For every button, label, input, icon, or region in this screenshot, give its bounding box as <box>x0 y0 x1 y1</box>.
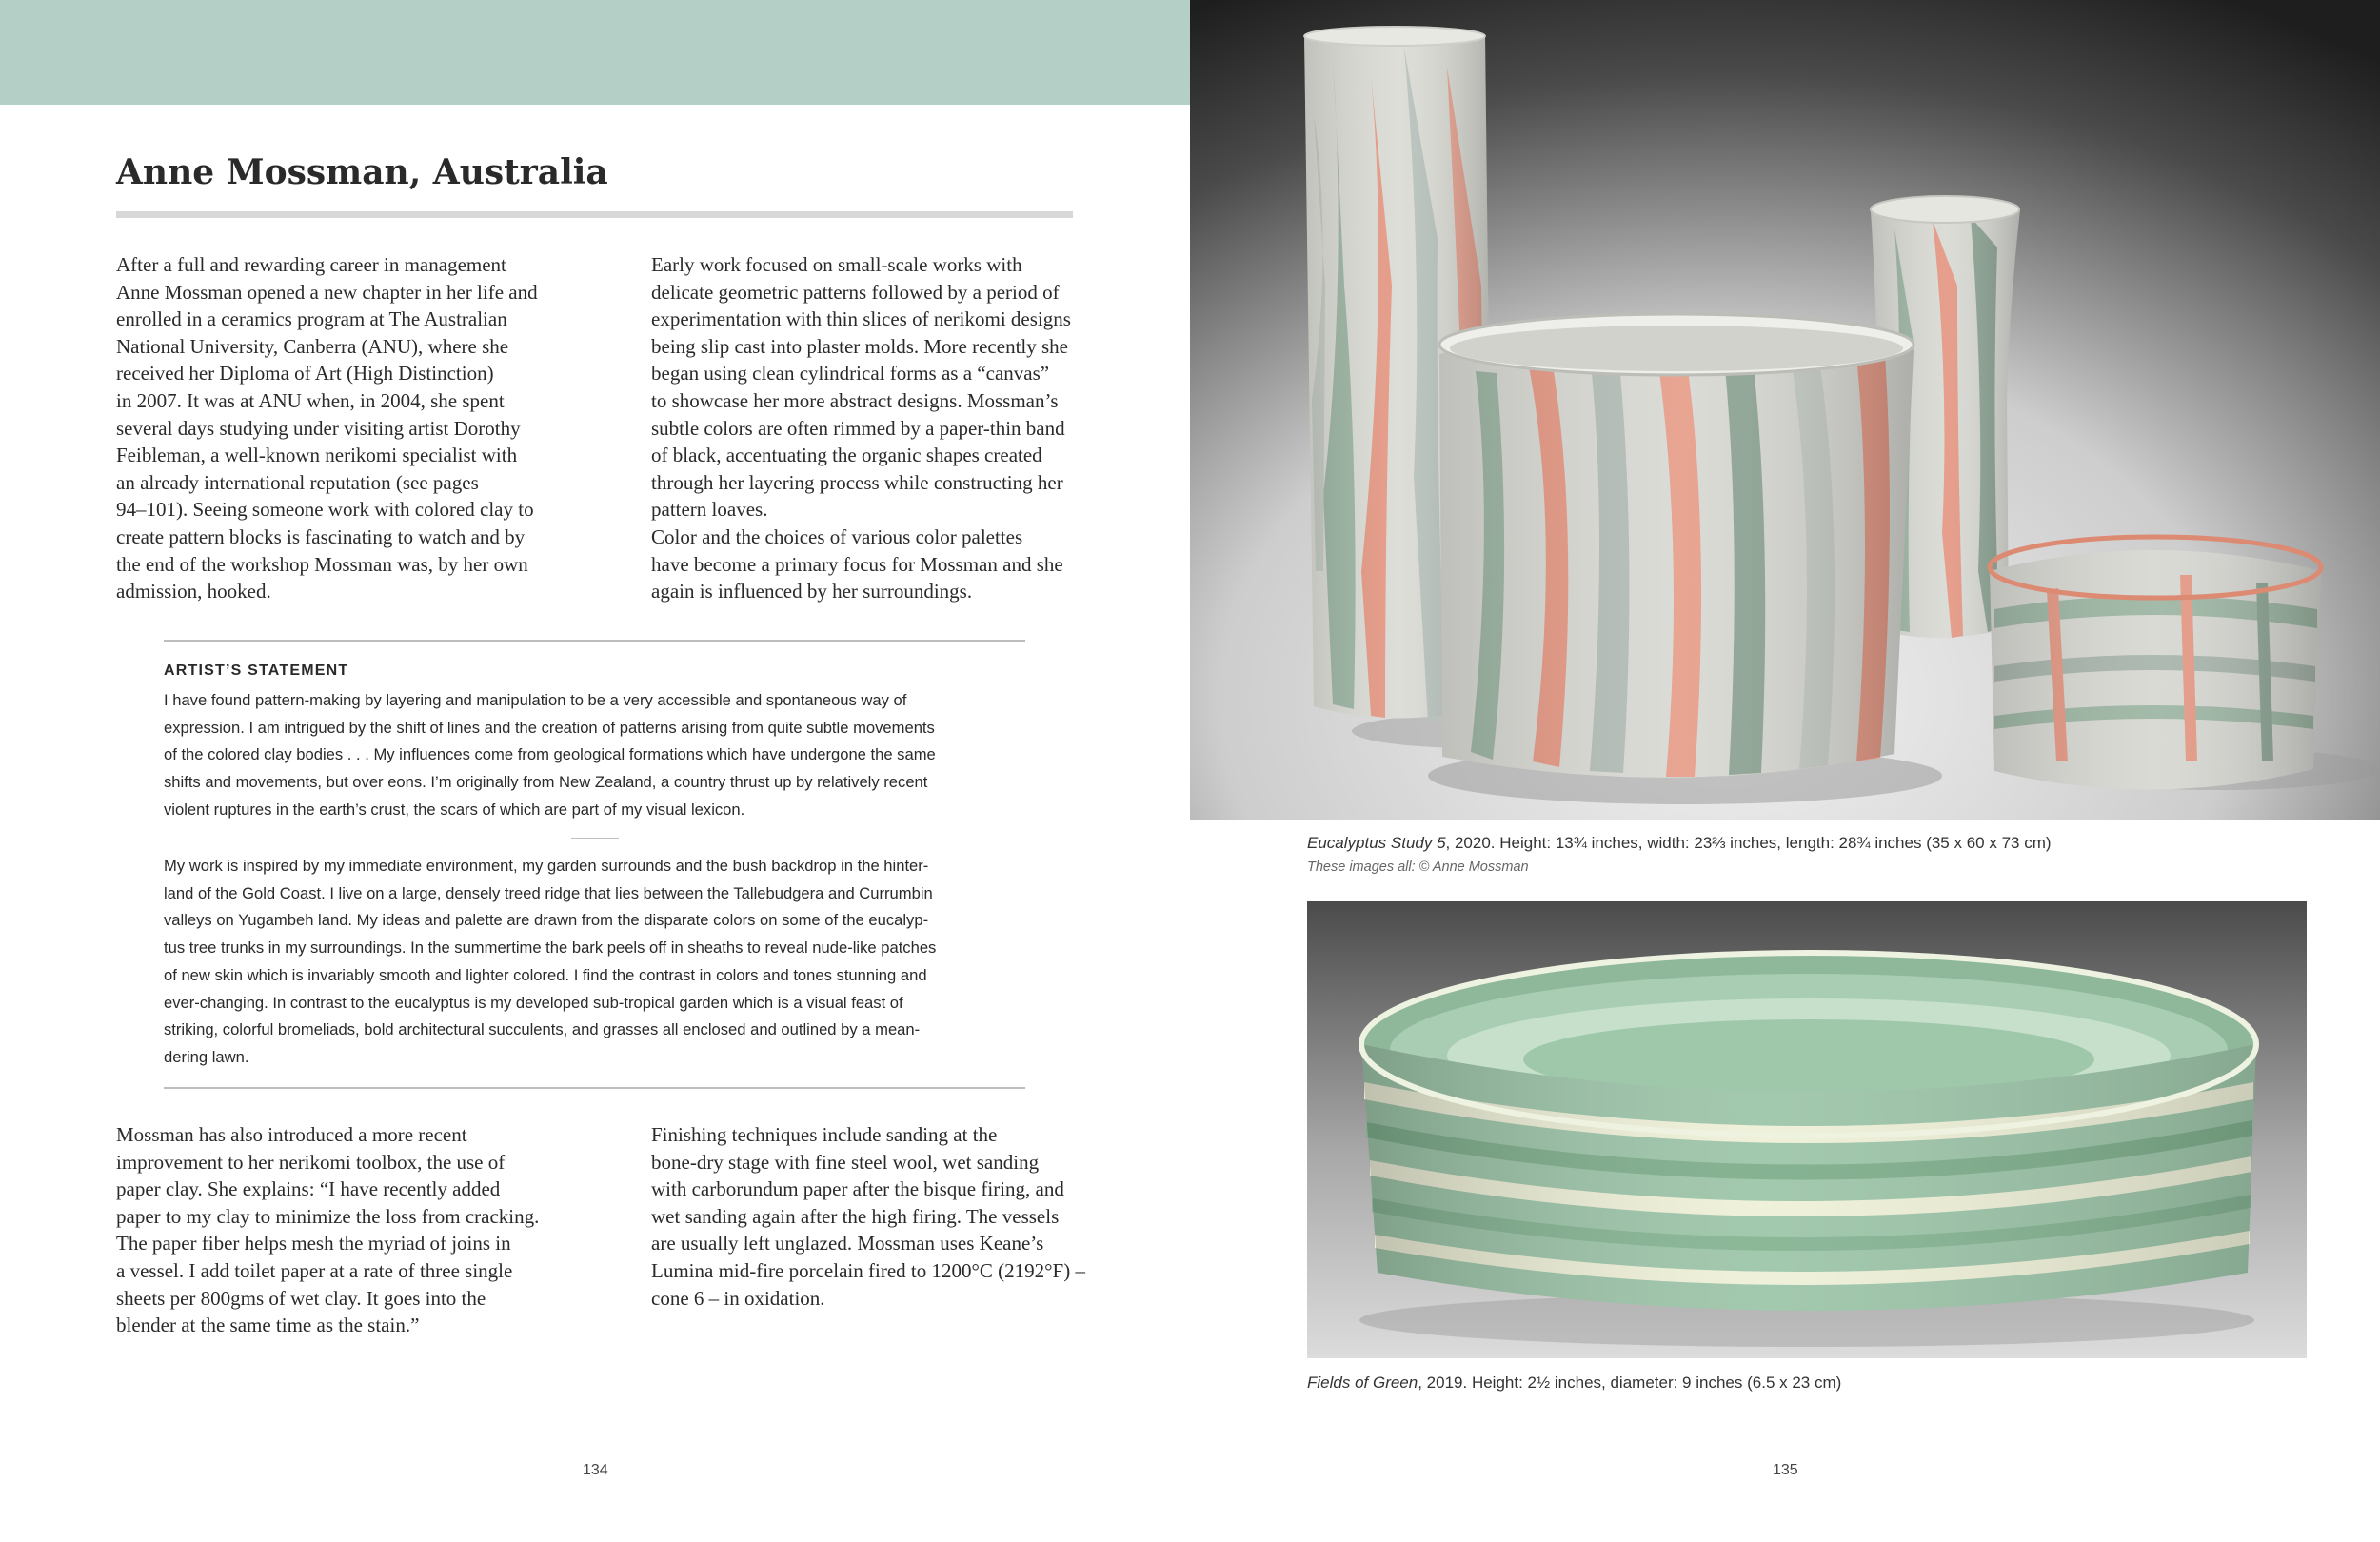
photo-credit: These images all: © Anne Mossman <box>1307 860 1529 875</box>
statement-title: ARTIST’S STATEMENT <box>164 662 349 679</box>
paragraph-color: Color and the choices of various color palettes have become a primary focus for Mossman and she again is influenced by her surroundings. <box>651 524 1063 603</box>
statement-divider <box>571 838 619 839</box>
page-number-left: 134 <box>583 1462 608 1478</box>
header-band <box>0 0 1190 105</box>
small-ring-bowl <box>1990 537 2321 790</box>
body-column-2 <box>617 251 1099 605</box>
caption-photo-1: Eucalyptus Study 5, 2020. Height: 13¾ inches, width: 23⅔ inches, length: 28¾ inches (35 x 60 x 73 cm) <box>1307 834 2052 852</box>
photo-fields-of-green <box>1307 901 2307 1358</box>
paragraph-early-work: Early work focused on small-scale works with delicate geometric patterns followed by a period of experimentation with thin slices of nerikomi designs being slip cast into plaster molds. More recently she began using clean cylindrical forms as a “canvas” to showcase her more abstract designs. Mossman’s subtle colors are often rimmed by a paper-thin band of black, accentuating the organic shapes created through her layering process while constructing her pattern loaves. <box>651 253 1071 522</box>
title-rule <box>116 211 1073 218</box>
paragraph-paper-clay: Mossman has also introduced a more recent improvement to her nerikomi toolbox, the use of paper clay. She explains: “I have recently added paper to my clay to minimize the loss from cracking. The paper fiber helps mesh the myriad of joins in a vessel. I add toilet paper at a rate of three single sheets per 800gms of wet clay. It goes into the blender at the same time as the stain.” <box>116 1123 540 1337</box>
body-column-3 <box>116 1121 598 1339</box>
statement-paragraph-2: My work is inspired by my immediate environment, my garden surrounds and the bush backdrop in the hinter- land of the Gold Coast. I live on a large, densely treed ridge that lies between the Tallebudgera and Currumbin valleys on Yugambeh land. My ideas and palette are drawn from the disparate colors on some of the eucalyp- tus tree trunks in my surroundings. In the summertime the bark peels off in sheaths to reveal nude-like patches of new skin which is invariably smooth and lighter colored. I find the contrast in colors and tones stunning and ever-changing. In contrast to the eucalyptus is my developed sub-tropical garden which is a visual feast of striking, colorful bromeliads, bold architectural succulents, and grasses all enclosed and outlined by a mean- dering lawn. <box>164 857 937 1066</box>
statement-paragraph-1: I have found pattern-making by layering and manipulation to be a very accessible and spontaneous way of expression. I am intrigued by the shift of lines and the creation of patterns arising from quite subtle movements of the colored clay bodies . . . My influences come from geological formations which have undergone the same shifts and movements, but over eons. I’m originally from New Zealand, a country thrust up by relatively recent violent ruptures in the earth’s crust, the scars of which are part of my visual lexicon. <box>164 691 936 819</box>
statement-rule-top <box>164 640 1025 642</box>
page-title <box>116 152 608 192</box>
artwork-title: Fields of Green <box>1307 1374 1418 1392</box>
body-column-1 <box>116 251 598 605</box>
photo-eucalyptus-study <box>1190 0 2380 820</box>
artist-country: , Australia <box>408 152 608 192</box>
paragraph-finishing: Finishing techniques include sanding at the bone-dry stage with fine steel wool, wet sanding with carborundum paper after the bisque firing, and wet sanding again after the high firing. The vessels are usually left unglazed. Mossman uses Keane’s Lumina mid-fire porcelain fired to 1200°C (2192°F) – cone 6 – in oxidation. <box>651 1123 1085 1310</box>
caption-photo-2: Fields of Green, 2019. Height: 2½ inches, diameter: 9 inches (6.5 x 23 cm) <box>1307 1374 1842 1392</box>
artwork-title: Eucalyptus Study 5 <box>1307 834 1446 852</box>
artist-name: Anne Mossman <box>116 152 409 192</box>
page-number-right: 135 <box>1773 1462 1798 1478</box>
large-cylinder <box>1439 314 1914 778</box>
statement-rule-bottom <box>164 1087 1025 1089</box>
body-column-4 <box>617 1121 1099 1312</box>
right-page <box>1190 0 2380 1542</box>
paragraph-intro: After a full and rewarding career in management Anne Mossman opened a new chapter in her life and enrolled in a ceramics program at The Australian National University, Canberra (ANU), where she received her Diploma of Art (High Distinction) in 2007. It was at ANU when, in 2004, she spent several days studying under visiting artist Dorothy Feibleman, a well-known nerikomi specialist with an already international reputation (see pages 94–101). Seeing someone work with colored clay to create pattern blocks is fascinating to watch and by the end of the workshop Mossman was, by her own admission, hooked. <box>116 253 538 603</box>
